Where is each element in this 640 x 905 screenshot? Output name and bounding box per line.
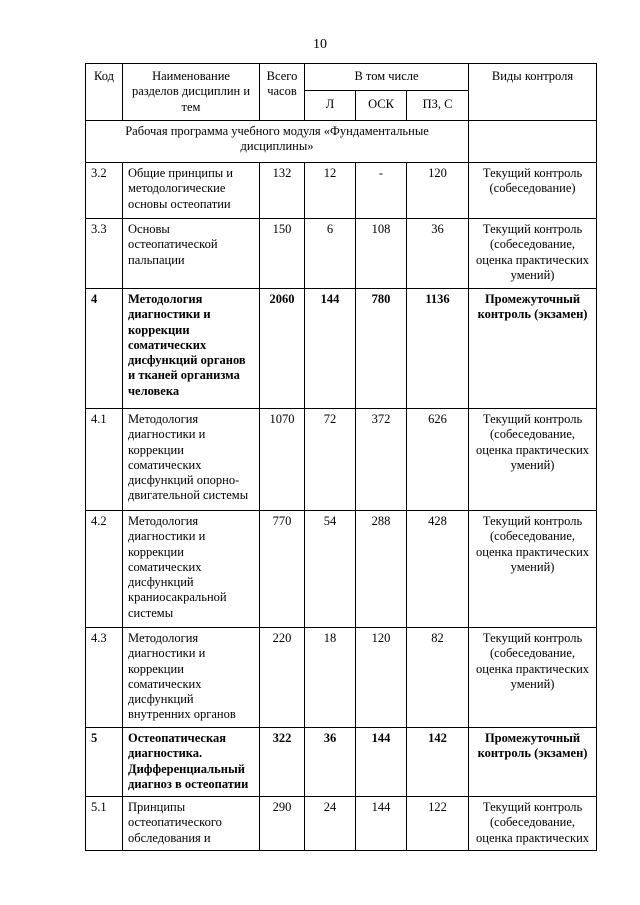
table-row — [86, 289, 597, 409]
table-row — [86, 163, 597, 219]
row-control-type: Промежуточный контроль (экзамен) — [469, 289, 597, 409]
header-code: Код — [86, 64, 123, 121]
row-total-hours: 290 — [260, 797, 305, 851]
header-total: Всего часов — [260, 64, 305, 121]
header-pz: ПЗ, С — [407, 91, 469, 121]
row-osk-hours: 372 — [356, 409, 407, 511]
row-name: Остеопатическая диагностика. Дифференциальный диагноз в остеопатии — [123, 728, 260, 797]
row-name: Методология диагностики и коррекции соматических дисфункций органов и тканей организма человека — [123, 289, 260, 409]
row-osk-hours: - — [356, 163, 407, 219]
row-lecture-hours: 54 — [305, 511, 356, 628]
row-pz-hours: 142 — [407, 728, 469, 797]
row-control-type: Текущий контроль (собеседование, оценка практических — [469, 797, 597, 851]
row-total-hours: 220 — [260, 628, 305, 728]
module-heading-empty-cell — [469, 121, 597, 163]
row-pz-hours: 122 — [407, 797, 469, 851]
row-lecture-hours: 12 — [305, 163, 356, 219]
table-row — [86, 409, 597, 511]
row-total-hours: 1070 — [260, 409, 305, 511]
row-code: 4.1 — [86, 409, 123, 511]
header-control: Виды контроля — [469, 64, 597, 121]
row-name: Методология диагностики и коррекции соматических дисфункций опорно-двигательной системы — [123, 409, 260, 511]
row-pz-hours: 428 — [407, 511, 469, 628]
row-code: 5 — [86, 728, 123, 797]
row-code: 3.3 — [86, 219, 123, 289]
row-control-type: Промежуточный контроль (экзамен) — [469, 728, 597, 797]
row-total-hours: 322 — [260, 728, 305, 797]
row-lecture-hours: 6 — [305, 219, 356, 289]
row-code: 4.3 — [86, 628, 123, 728]
row-control-type: Текущий контроль (собеседование, оценка практических умений) — [469, 409, 597, 511]
row-lecture-hours: 72 — [305, 409, 356, 511]
row-osk-hours: 288 — [356, 511, 407, 628]
row-name: Основы остеопатической пальпации — [123, 219, 260, 289]
row-control-type: Текущий контроль (собеседование, оценка практических умений) — [469, 511, 597, 628]
row-osk-hours: 108 — [356, 219, 407, 289]
table-row — [86, 728, 597, 797]
row-code: 3.2 — [86, 163, 123, 219]
header-name: Наименование разделов дисциплин и тем — [123, 64, 260, 121]
row-osk-hours: 144 — [356, 728, 407, 797]
page-number: 10 — [313, 37, 327, 52]
table-row — [86, 797, 597, 851]
row-total-hours: 150 — [260, 219, 305, 289]
row-control-type: Текущий контроль (собеседование, оценка практических умений) — [469, 219, 597, 289]
header-including: В том числе — [305, 64, 469, 91]
row-total-hours: 132 — [260, 163, 305, 219]
row-name: Общие принципы и методологические основы остеопатии — [123, 163, 260, 219]
module-heading: Рабочая программа учебного модуля «Фундаментальные дисциплины» — [86, 121, 469, 163]
row-pz-hours: 82 — [407, 628, 469, 728]
row-total-hours: 770 — [260, 511, 305, 628]
table-row — [86, 219, 597, 289]
row-pz-hours: 1136 — [407, 289, 469, 409]
row-name: Принципы остеопатического обследования и — [123, 797, 260, 851]
row-lecture-hours: 24 — [305, 797, 356, 851]
table-row — [86, 511, 597, 628]
row-total-hours: 2060 — [260, 289, 305, 409]
curriculum-table — [85, 63, 597, 851]
row-code: 4.2 — [86, 511, 123, 628]
row-lecture-hours: 36 — [305, 728, 356, 797]
row-pz-hours: 36 — [407, 219, 469, 289]
row-osk-hours: 120 — [356, 628, 407, 728]
table-row — [86, 628, 597, 728]
row-name: Методология диагностики и коррекции соматических дисфункций внутренних органов — [123, 628, 260, 728]
row-lecture-hours: 18 — [305, 628, 356, 728]
row-lecture-hours: 144 — [305, 289, 356, 409]
row-osk-hours: 144 — [356, 797, 407, 851]
row-control-type: Текущий контроль (собеседование, оценка практических умений) — [469, 628, 597, 728]
row-osk-hours: 780 — [356, 289, 407, 409]
row-control-type: Текущий контроль (собеседование) — [469, 163, 597, 219]
header-lectures: Л — [305, 91, 356, 121]
header-osk: ОСК — [356, 91, 407, 121]
row-code: 4 — [86, 289, 123, 409]
row-code: 5.1 — [86, 797, 123, 851]
row-name: Методология диагностики и коррекции соматических дисфункций краниосакральной системы — [123, 511, 260, 628]
row-pz-hours: 120 — [407, 163, 469, 219]
row-pz-hours: 626 — [407, 409, 469, 511]
